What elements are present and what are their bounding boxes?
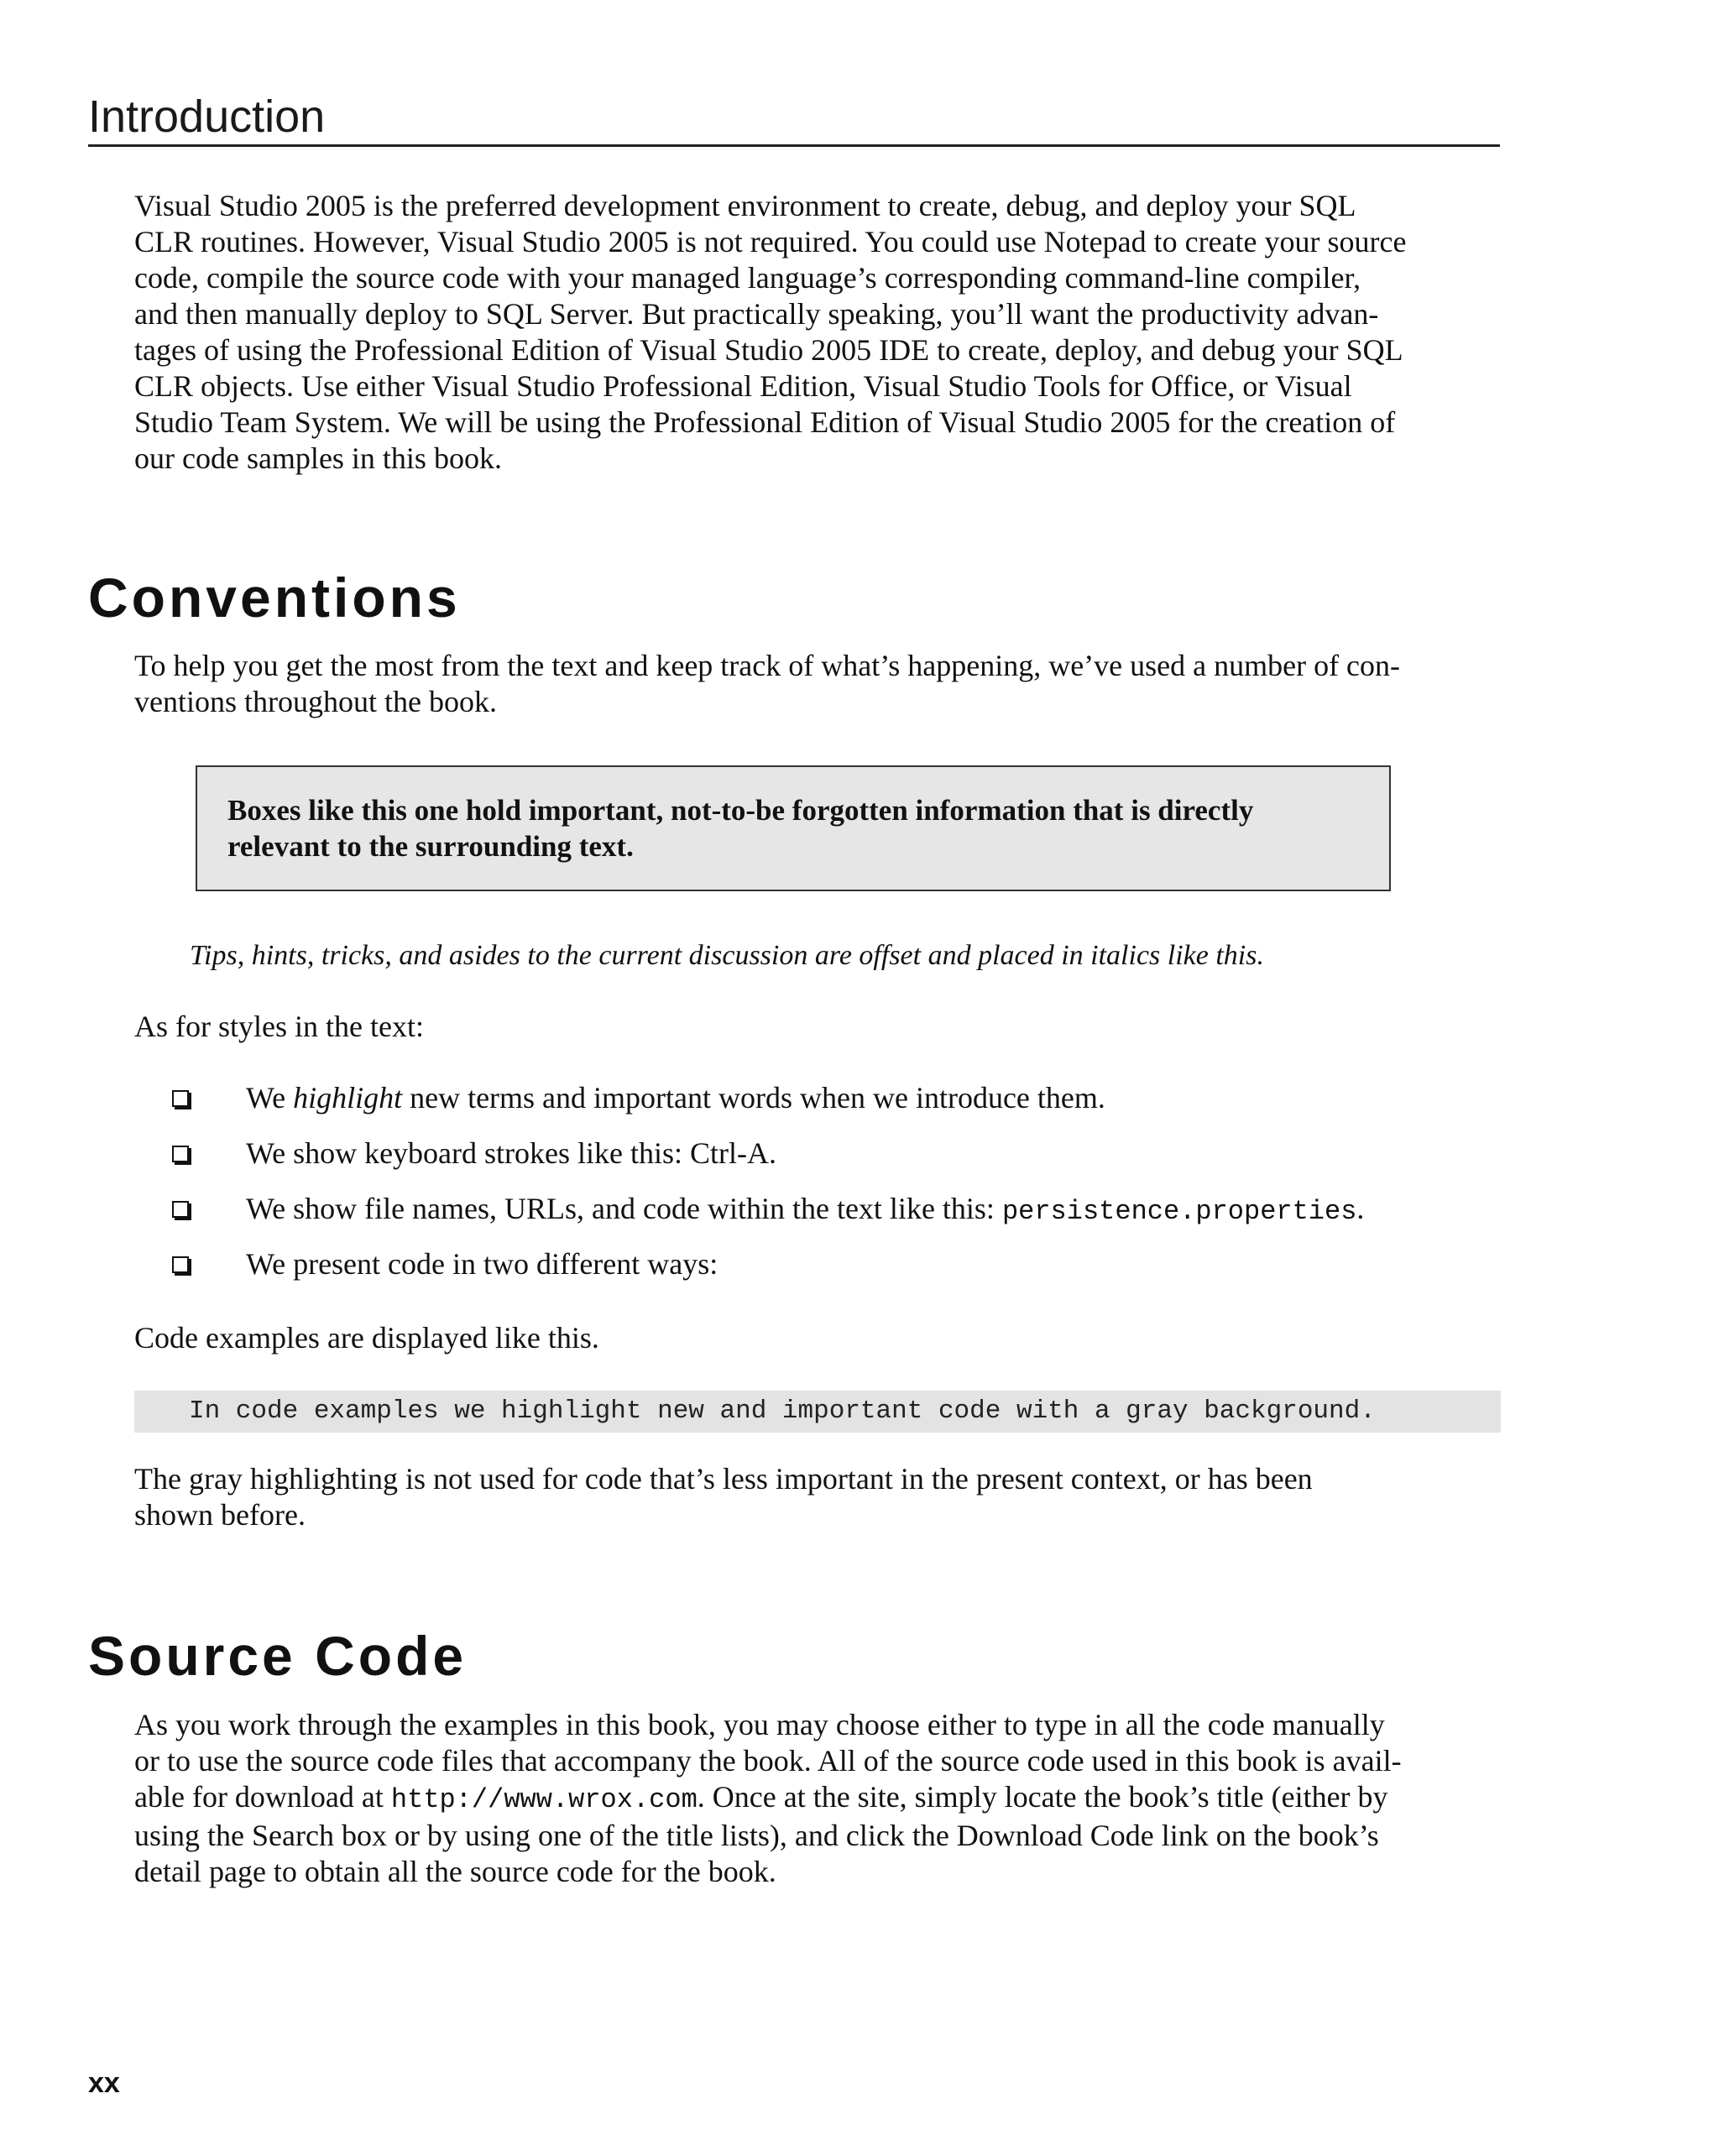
checkbox-bullet-icon [172, 1201, 189, 1218]
highlight-example: highlight [293, 1081, 403, 1115]
important-note-line: Boxes like this one hold important, not-to-be forgotten information that is directly [227, 794, 1254, 827]
gray-note-line: shown before. [134, 1498, 306, 1532]
conventions-heading: Conventions [88, 566, 461, 629]
bullet-text: We show keyboard strokes like this: Ctrl-A. [246, 1136, 777, 1170]
styles-bullet-list [172, 1080, 1515, 1302]
intro-line: CLR routines. However, Visual Studio 2005 is not required. You could use Notepad to create your source [134, 225, 1407, 258]
bullet-text: We show file names, URLs, and code within the text like this: persistence.properties. [246, 1192, 1365, 1227]
list-item [172, 1135, 1515, 1191]
intro-paragraph [134, 188, 1511, 477]
intro-line: our code samples in this book. [134, 441, 502, 475]
important-note-line: relevant to the surrounding text. [227, 830, 634, 863]
list-item [172, 1191, 1515, 1246]
gray-note-line: The gray highlighting is not used for code that’s less important in the present context, or has been [134, 1462, 1313, 1496]
gray-highlight-note [134, 1461, 1511, 1533]
code-example-line: In code examples we highlight new and important code with a gray background. [189, 1396, 1376, 1426]
source-code-line: As you work through the examples in this book, you may choose either to type in all the code manually [134, 1708, 1385, 1741]
bullet-text: We present code in two different ways: [246, 1247, 718, 1281]
code-examples-intro: Code examples are displayed like this. [134, 1321, 599, 1355]
checkbox-bullet-icon [172, 1090, 189, 1107]
page-number: xx [88, 2067, 120, 2099]
important-note-box [196, 765, 1391, 891]
styles-intro: As for styles in the text: [134, 1010, 424, 1043]
running-head: Introduction [88, 91, 326, 142]
intro-line: tages of using the Professional Edition of Visual Studio 2005 IDE to create, deploy, and debug your SQL [134, 333, 1403, 367]
header-rule [88, 144, 1500, 147]
tip-text: Tips, hints, tricks, and asides to the current discussion are offset and placed in italics like this. [190, 940, 1264, 971]
intro-line: code, compile the source code with your managed language’s corresponding command-line compiler, [134, 261, 1361, 295]
conventions-intro-line: To help you get the most from the text and keep track of what’s happening, we’ve used a number of con- [134, 649, 1401, 682]
inline-code-example: persistence.properties [1001, 1196, 1357, 1227]
bullet-text: We highlight new terms and important words when we introduce them. [246, 1081, 1105, 1115]
conventions-intro-line: ventions throughout the book. [134, 685, 497, 718]
source-code-heading: Source Code [88, 1625, 468, 1687]
checkbox-bullet-icon [172, 1146, 189, 1162]
source-code-line: able for download at http://www.wrox.com. Once at the site, simply locate the book’s title (either by [134, 1780, 1388, 1815]
download-url-link[interactable]: http://www.wrox.com [390, 1784, 698, 1815]
code-example-highlight [134, 1391, 1501, 1433]
source-code-line: or to use the source code files that accompany the book. All of the source code used in this book is avail- [134, 1744, 1402, 1778]
intro-line: CLR objects. Use either Visual Studio Professional Edition, Visual Studio Tools for Office, or Visual [134, 369, 1352, 403]
intro-line: Visual Studio 2005 is the preferred development environment to create, debug, and deploy your SQL [134, 189, 1356, 222]
intro-line: Studio Team System. We will be using the Professional Edition of Visual Studio 2005 for the creation of [134, 405, 1396, 439]
intro-line: and then manually deploy to SQL Server. But practically speaking, you’ll want the productivity advan- [134, 297, 1379, 331]
list-item [172, 1246, 1515, 1302]
checkbox-bullet-icon [172, 1256, 189, 1273]
conventions-intro [134, 648, 1511, 720]
source-code-line: using the Search box or by using one of the title lists), and click the Download Code link on the book’s [134, 1819, 1379, 1852]
source-code-paragraph [134, 1707, 1511, 1890]
source-code-line: detail page to obtain all the source code for the book. [134, 1855, 776, 1888]
list-item [172, 1080, 1515, 1135]
